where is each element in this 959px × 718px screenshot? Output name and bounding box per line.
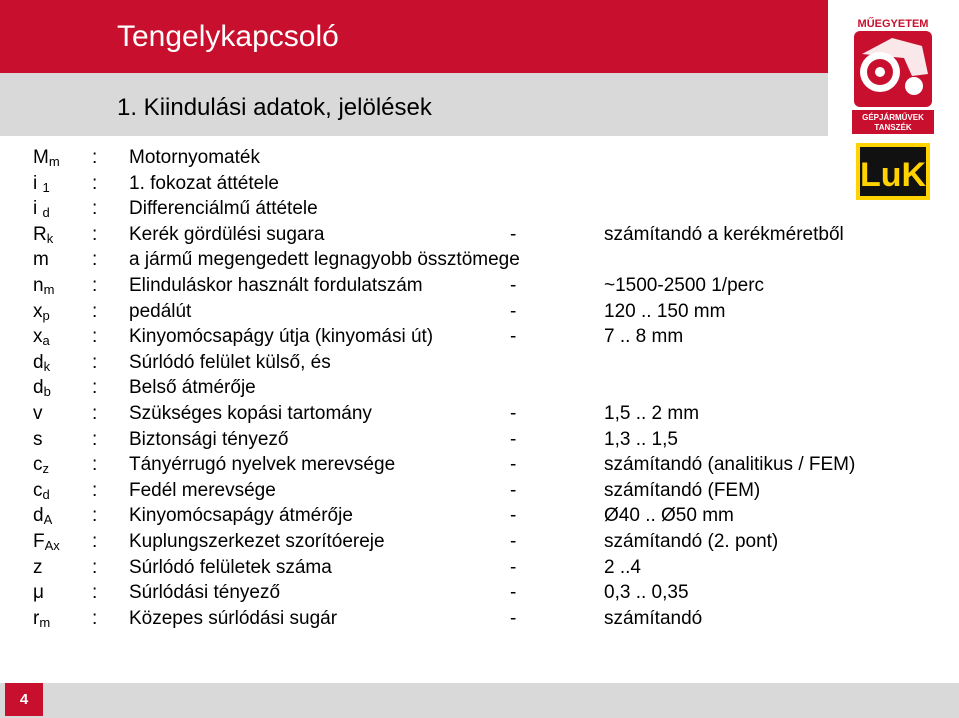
row-symbol-main: R (33, 223, 47, 245)
row-symbol-main: F (33, 531, 45, 552)
row-symbol (33, 427, 43, 453)
row-symbol-subscript: b (43, 384, 51, 400)
row-colon: : (92, 249, 98, 271)
row-dash: - (510, 531, 517, 552)
row-value: számítandó (FEM) (604, 479, 761, 501)
row-value: számítandó a kerékméretből (604, 223, 844, 245)
footer-bar (0, 683, 959, 718)
row-symbol-main: d (33, 505, 44, 527)
table-row (0, 427, 959, 453)
row-colon: : (92, 607, 98, 629)
row-description: Motornyomaték (129, 147, 260, 168)
row-colon: : (92, 377, 98, 399)
table-row (0, 478, 959, 504)
row-dash: - (510, 428, 517, 450)
muegyetem-logo (852, 14, 934, 136)
row-symbol-subscript: d (42, 205, 50, 221)
row-description: Fedél merevsége (129, 479, 276, 501)
row-description: Biztonsági tényező (129, 428, 289, 450)
row-dash: - (510, 607, 517, 629)
row-colon: : (92, 223, 98, 245)
row-colon: : (92, 351, 98, 373)
table-row (0, 555, 959, 581)
table-row (0, 503, 959, 529)
row-description: Belső átmérője (129, 377, 256, 399)
row-symbol (33, 299, 50, 325)
row-value: 0,3 .. 0,35 (604, 582, 689, 604)
row-colon: : (92, 428, 98, 450)
row-symbol (33, 273, 54, 299)
row-description: 1. fokozat áttétele (129, 172, 279, 194)
row-dash: - (510, 223, 517, 245)
row-symbol (33, 529, 60, 555)
table-row (0, 145, 959, 171)
row-symbol-subscript: Ax (44, 538, 60, 553)
row-symbol-main: x (33, 326, 43, 348)
muegyetem-logo-top-text: MŰEGYETEM (857, 18, 929, 30)
table-row (0, 171, 959, 197)
row-description: Szükséges kopási tartomány (129, 403, 372, 424)
table-row (0, 350, 959, 376)
row-colon: : (92, 531, 98, 552)
row-symbol-main: c (33, 479, 43, 501)
row-symbol (33, 580, 44, 606)
row-symbol (33, 350, 50, 376)
row-colon: : (92, 505, 98, 527)
table-row (0, 401, 959, 427)
table-row (0, 580, 959, 606)
row-symbol-main: M (33, 147, 49, 168)
table-row (0, 324, 959, 350)
row-description: a jármű megengedett legnagyobb össztömege (129, 249, 520, 271)
row-description: Kuplungszerkezet szorítóereje (129, 531, 385, 552)
page-number: 4 (5, 683, 43, 716)
row-description: pedálút (129, 300, 192, 322)
row-symbol (33, 324, 50, 350)
muegyetem-logo-line1: GÉPJÁRMŰVEK (862, 113, 924, 122)
table-row (0, 247, 959, 273)
row-symbol-subscript: m (48, 154, 60, 169)
row-dash: - (510, 479, 517, 501)
row-description: Tányérrugó nyelvek merevsége (129, 454, 396, 476)
row-symbol-subscript: k (43, 358, 51, 374)
row-symbol-main: s (33, 428, 43, 450)
row-description: Súrlódási tényező (129, 582, 281, 604)
row-symbol-main: i (33, 198, 43, 220)
row-value: számítandó (2. pont) (604, 531, 779, 552)
row-description: Súrlódó felület külső, és (129, 351, 331, 373)
row-dash: - (510, 275, 517, 296)
row-dash: - (510, 454, 517, 476)
row-symbol-main: μ (33, 582, 44, 604)
row-value: számítandó (604, 607, 703, 629)
row-colon: : (92, 147, 98, 168)
row-value: számítandó (analitikus / FEM) (604, 454, 856, 476)
row-symbol (33, 196, 50, 222)
row-symbol-subscript: a (42, 333, 50, 349)
row-dash: - (510, 300, 517, 322)
row-symbol-subscript: A (43, 512, 53, 528)
row-symbol-subscript: z (42, 461, 49, 477)
row-colon: : (92, 556, 98, 578)
row-colon: : (92, 454, 98, 476)
luk-logo-text: LuK (859, 156, 927, 194)
row-symbol-main: x (33, 300, 43, 322)
row-value: 1,5 .. 2 mm (604, 403, 700, 424)
table-row (0, 529, 959, 555)
row-symbol-main: c (33, 454, 43, 476)
row-description: Kerék gördülési sugara (129, 223, 325, 245)
row-symbol (33, 247, 49, 273)
row-value: 120 .. 150 mm (604, 300, 726, 322)
row-symbol (33, 503, 52, 529)
row-dash: - (510, 326, 517, 348)
row-symbol-subscript: m (39, 614, 51, 630)
table-row (0, 222, 959, 248)
row-symbol-main: m (33, 249, 49, 271)
row-dash: - (510, 505, 517, 527)
row-symbol (33, 222, 53, 248)
muegyetem-logo-line2: TANSZÉK (874, 123, 912, 132)
row-description: Kinyomócsapágy útja (kinyomási út) (129, 326, 434, 348)
row-symbol (33, 145, 60, 171)
row-symbol-main: d (33, 377, 44, 399)
row-colon: : (92, 172, 98, 194)
row-value: 2 ..4 (604, 556, 641, 578)
row-symbol-main: z (33, 556, 43, 578)
row-symbol-main: i (33, 172, 43, 194)
row-symbol (33, 452, 49, 478)
row-description: Közepes súrlódási sugár (129, 607, 338, 629)
row-colon: : (92, 479, 98, 501)
row-symbol-subscript: k (46, 230, 54, 246)
row-colon: : (92, 326, 98, 348)
row-symbol (33, 478, 50, 504)
row-symbol (33, 606, 50, 632)
row-description: Elinduláskor használt fordulatszám (129, 275, 423, 296)
row-value: ~1500-2500 1/perc (604, 275, 765, 296)
row-description: Kinyomócsapágy átmérője (129, 505, 353, 527)
slide-title: Tengelykapcsoló (117, 20, 339, 53)
row-symbol-subscript: 1 (42, 179, 50, 195)
row-description: Differenciálmű áttétele (129, 198, 318, 220)
row-symbol (33, 375, 51, 401)
table-row (0, 273, 959, 299)
row-value: 1,3 .. 1,5 (604, 428, 678, 450)
row-description: Súrlódó felületek száma (129, 556, 332, 578)
row-dash: - (510, 403, 517, 424)
table-row (0, 452, 959, 478)
row-symbol-subscript: m (43, 282, 55, 297)
row-symbol-main: n (33, 275, 44, 296)
row-colon: : (92, 403, 98, 424)
row-symbol-subscript: d (42, 486, 50, 502)
row-colon: : (92, 582, 98, 604)
row-colon: : (92, 300, 98, 322)
row-symbol-main: r (33, 607, 40, 629)
row-value: 7 .. 8 mm (604, 326, 684, 348)
row-symbol-main: d (33, 351, 44, 373)
row-symbol (33, 555, 43, 581)
table-row (0, 299, 959, 325)
slide-subtitle: 1. Kiindulási adatok, jelölések (117, 94, 432, 121)
row-symbol (33, 401, 43, 427)
table-row (0, 606, 959, 632)
table-row (0, 375, 959, 401)
row-dash: - (510, 582, 517, 604)
row-symbol-main: v (33, 403, 43, 424)
row-symbol-subscript: p (42, 307, 50, 323)
row-value: Ø40 .. Ø50 mm (604, 505, 734, 527)
row-colon: : (92, 198, 98, 220)
table-row (0, 196, 959, 222)
row-colon: : (92, 275, 98, 296)
row-symbol (33, 171, 50, 197)
row-dash: - (510, 556, 517, 578)
